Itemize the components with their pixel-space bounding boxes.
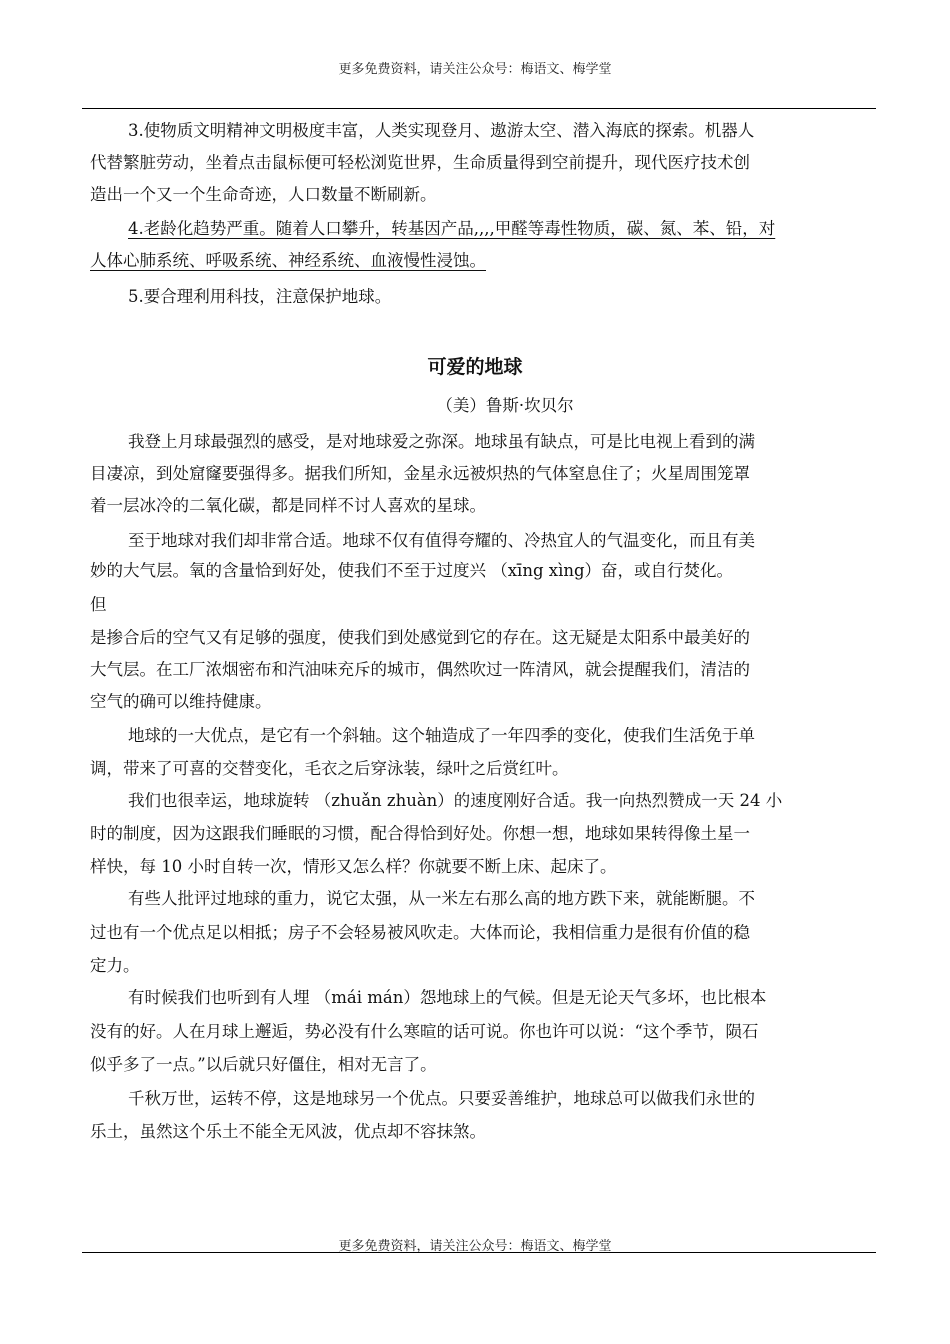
body-line: 我登上月球最强烈的感受，是对地球爱之弥深。地球虽有缺点，可是比电视上看到的满 [128, 432, 755, 451]
answer-line: 代替繁脏劳动，坐着点击鼠标便可轻松浏览世界，生命质量得到空前提升，现代医疗技术创 [90, 153, 750, 172]
body-line: 有时候我们也听到有人埋 （mái mán）怨地球上的气候。但是无论天气多坏，也比根本 [128, 988, 767, 1007]
page-header: 更多免费资料，请关注公众号：梅语文、梅学堂 [338, 62, 612, 77]
body-line: 大气层。在工厂浓烟密布和汽油味充斥的城市，偶然吹过一阵清风，就会提醒我们，清洁的 [90, 660, 750, 679]
body-line: 样快，每 10 小时自转一次，情形又怎么样？你就要不断上床、起床了。 [90, 857, 617, 876]
body-line: 是掺合后的空气又有足够的强度，使我们到处感觉到它的存在。这无疑是太阳系中最美好的 [90, 628, 750, 647]
answer-line-underlined: 4.老龄化趋势严重。随着人口攀升，转基因产品,,,,甲醛等毒性物质，碳、氮、苯、铅，对 [128, 219, 776, 238]
body-line: 时的制度，因为这跟我们睡眠的习惯，配合得恰到好处。你想一想，地球如果转得像土星一 [90, 824, 750, 843]
body-line: 有些人批评过地球的重力，说它太强，从一米左右那么高的地方跌下来，就能断腿。不 [128, 889, 755, 908]
body-line: 似乎多了一点。”以后就只好僵住，相对无言了。 [90, 1055, 437, 1074]
body-line: 定力。 [90, 956, 140, 975]
body-line: 千秋万世，运转不停，这是地球另一个优点。只要妥善维护，地球总可以做我们永世的 [128, 1089, 755, 1108]
body-line: 但 [90, 595, 107, 614]
body-line: 妙的大气层。氧的含量恰到好处，使我们不至于过度兴 （xīng xìng）奋，或自行焚化。 [90, 561, 734, 580]
article-title: 可爱的地球 [427, 356, 523, 378]
answer-line: 5.要合理利用科技，注意保护地球。 [128, 287, 392, 306]
body-line: 调，带来了可喜的交替变化，毛衣之后穿泳装，绿叶之后赏红叶。 [90, 759, 569, 778]
answer-line-underlined: 人体心肺系统、呼吸系统、神经系统、血液慢性浸蚀。 [90, 251, 486, 270]
body-line: 至于地球对我们却非常合适。地球不仅有值得夸耀的、冷热宜人的气温变化，而且有美 [128, 531, 755, 550]
body-line: 没有的好。人在月球上邂逅，势必没有什么寒暄的话可说。你也许可以说：“这个季节，陨石 [90, 1022, 759, 1041]
header-rule [82, 108, 876, 109]
answer-line: 造出一个又一个生命奇迹，人口数量不断刷新。 [90, 185, 437, 204]
answer-line: 3.使物质文明精神文明极度丰富，人类实现登月、遨游太空、潜入海底的探索。机器人 [128, 121, 755, 140]
body-line: 目凄凉，到处窟窿要强得多。据我们所知，金星永远被炽热的气体窒息住了；火星周围笼罩 [90, 464, 750, 483]
article-author: （美）鲁斯·坎贝尔 [436, 396, 574, 415]
page-footer: 更多免费资料，请关注公众号：梅语文、梅学堂 [338, 1239, 612, 1254]
body-line: 地球的一大优点，是它有一个斜轴。这个轴造成了一年四季的变化，使我们生活免于单 [128, 726, 755, 745]
body-line: 空气的确可以维持健康。 [90, 692, 272, 711]
footer-rule [82, 1252, 876, 1253]
body-line: 着一层冰冷的二氧化碳，都是同样不讨人喜欢的星球。 [90, 496, 486, 515]
body-line: 过也有一个优点足以相抵；房子不会轻易被风吹走。大体而论，我相信重力是很有价值的稳 [90, 923, 750, 942]
body-line: 我们也很幸运，地球旋转 （zhuǎn zhuàn）的速度刚好合适。我一向热烈赞成一天 24 小 [128, 791, 783, 810]
body-line: 乐土，虽然这个乐土不能全无风波，优点却不容抹煞。 [90, 1122, 486, 1141]
